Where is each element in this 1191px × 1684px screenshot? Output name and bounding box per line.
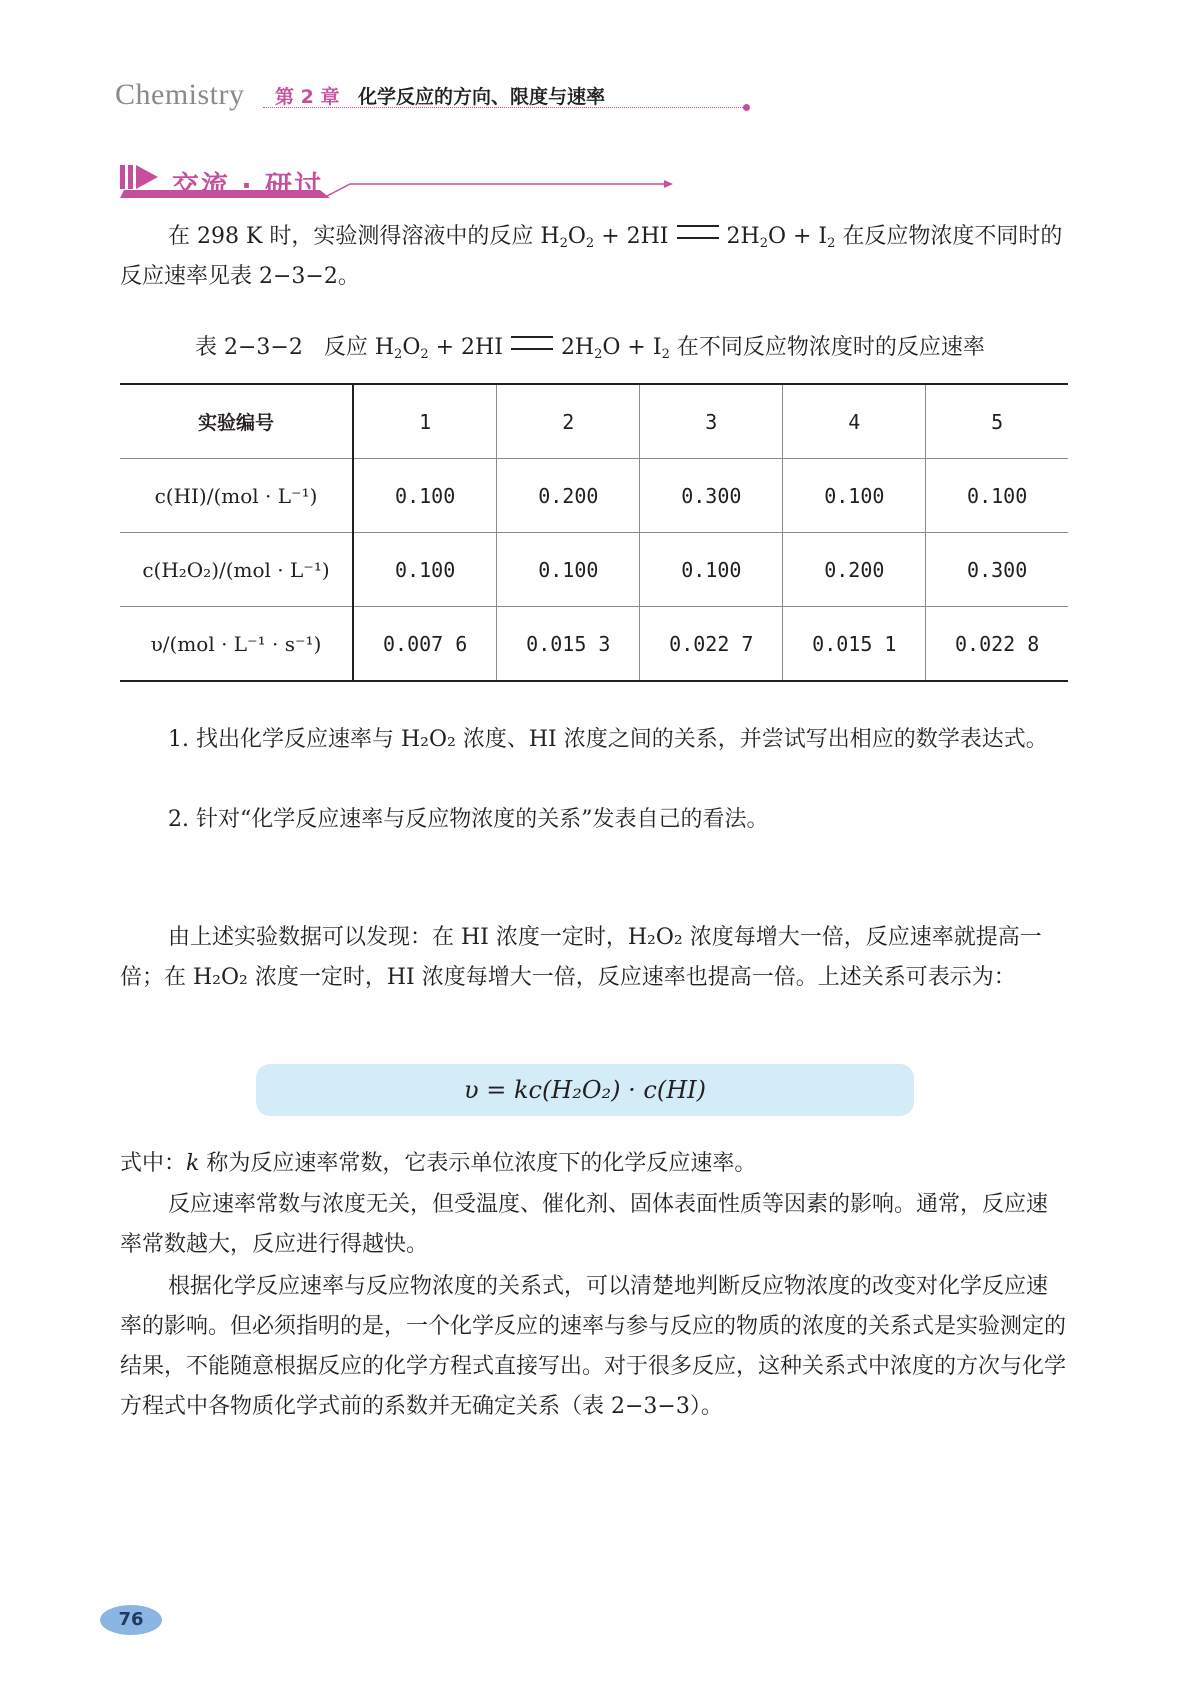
section-title: 交流 · 研讨 [172,171,324,202]
header-cell: 4 [783,384,926,459]
header-cell: 实验编号 [120,384,353,459]
table-cell: 0.015 1 [783,607,926,682]
table-cell: 0.100 [640,533,783,607]
subject-label: Chemistry [115,78,245,111]
rate-formula-box [256,1064,914,1116]
intro-paragraph: 在 298 K 时，实验测得溶液中的反应 $H_2O_2 + 2HI$ $2H_2O + I_2$ 在反应物浓度不同时的反应速率见表 2−3−2。 [120,224,1063,289]
table-cell: 0.300 [926,533,1068,607]
table-cell: 0.100 [783,459,926,533]
table-caption: 表 2−3−2 反应 $H_2O_2 + 2HI$ $2H_2O + I_2$ 在不同反应物浓度时的反应速率 [195,335,985,362]
header-dotted-line [263,107,743,108]
caption-text-1: 反应 [323,335,375,360]
header-cell: 2 [497,384,640,459]
table-cell: 0.022 8 [926,607,1068,682]
equilibrium-sign [511,336,553,350]
table-cell: 0.100 [353,459,497,533]
table-row [120,607,1068,682]
chapter-title: 化学反应的方向、限度与速率 [358,86,606,108]
caption-label: 表 2−3−2 [195,335,303,360]
equilibrium-sign [677,225,719,239]
chapter-number: 第 2 章 [275,86,340,108]
row-label-h2o2: c(H₂O₂)/(mol · L⁻¹) [120,533,353,607]
caption-text-2: 在不同反应物浓度时的反应速率 [669,335,985,360]
intro-text-1: 在 298 K 时，实验测得溶液中的反应 [168,224,541,249]
table-cell: 0.300 [640,459,783,533]
body-paragraph-2 [120,1144,1068,1184]
page-number-badge: 76 [100,1605,162,1635]
rate-data-table [120,383,1068,682]
header-dot [743,104,750,111]
intro-text-2: 在反应物浓度不同时的反应速率见表 2−3−2。 [120,224,1063,289]
row-label-rate: υ/(mol · L⁻¹ · s⁻¹) [120,607,353,682]
body-paragraph-1: 由上述实验数据可以发现：在 HI 浓度一定时，H₂O₂ 浓度每增大一倍，反应速率就提高一倍；在 H₂O₂ 浓度一定时，HI 浓度每增大一倍，反应速率也提高一倍。上述关系可表示为： [120,925,1042,990]
body-p2-prefix: 式中： [120,1151,187,1176]
table-cell: 0.100 [497,533,640,607]
table-cell: 0.100 [926,459,1068,533]
rate-formula: υ = kc(H₂O₂) · c(HI) [464,1076,706,1104]
table-row [120,533,1068,607]
question-2: 2. 针对“化学反应速率与反应物浓度的关系”发表自己的看法。 [168,807,769,832]
header-cell: 1 [353,384,497,459]
table-cell: 0.200 [783,533,926,607]
body-paragraph-4: 根据化学反应速率与反应物浓度的关系式，可以清楚地判断反应物浓度的改变对化学反应速率的影响。但必须指明的是，一个化学反应的速率与参与反应的物质的浓度的关系式是实验测定的结果，不能随意根据反应的化学方程式直接写出。对于很多反应，这种关系式中浓度的方次与化学方程式中各物质化学式前的系数并无确定关系（表 2−3−3）。 [120,1274,1067,1419]
body-p2-k: k [186,1151,200,1176]
table-cell: 0.007 6 [353,607,497,682]
body-p2-text: 称为反应速率常数，它表示单位浓度下的化学反应速率。 [199,1151,757,1176]
body-paragraph-3: 反应速率常数与浓度无关，但受温度、催化剂、固体表面性质等因素的影响。通常，反应速率常数越大，反应进行得越快。 [120,1192,1049,1257]
page-header [115,74,635,114]
table-cell: 0.100 [353,533,497,607]
header-cell: 5 [926,384,1068,459]
table-cell: 0.022 7 [640,607,783,682]
header-cell: 3 [640,384,783,459]
table-cell: 0.200 [497,459,640,533]
table-header-row [120,384,1068,459]
section-heading [120,160,740,215]
row-label-hi: c(HI)/(mol · L⁻¹) [120,459,353,533]
table-cell: 0.015 3 [497,607,640,682]
question-1: 1. 找出化学反应速率与 H₂O₂ 浓度、HI 浓度之间的关系，并尝试写出相应的数学表达式。 [168,727,1048,752]
table-row [120,459,1068,533]
